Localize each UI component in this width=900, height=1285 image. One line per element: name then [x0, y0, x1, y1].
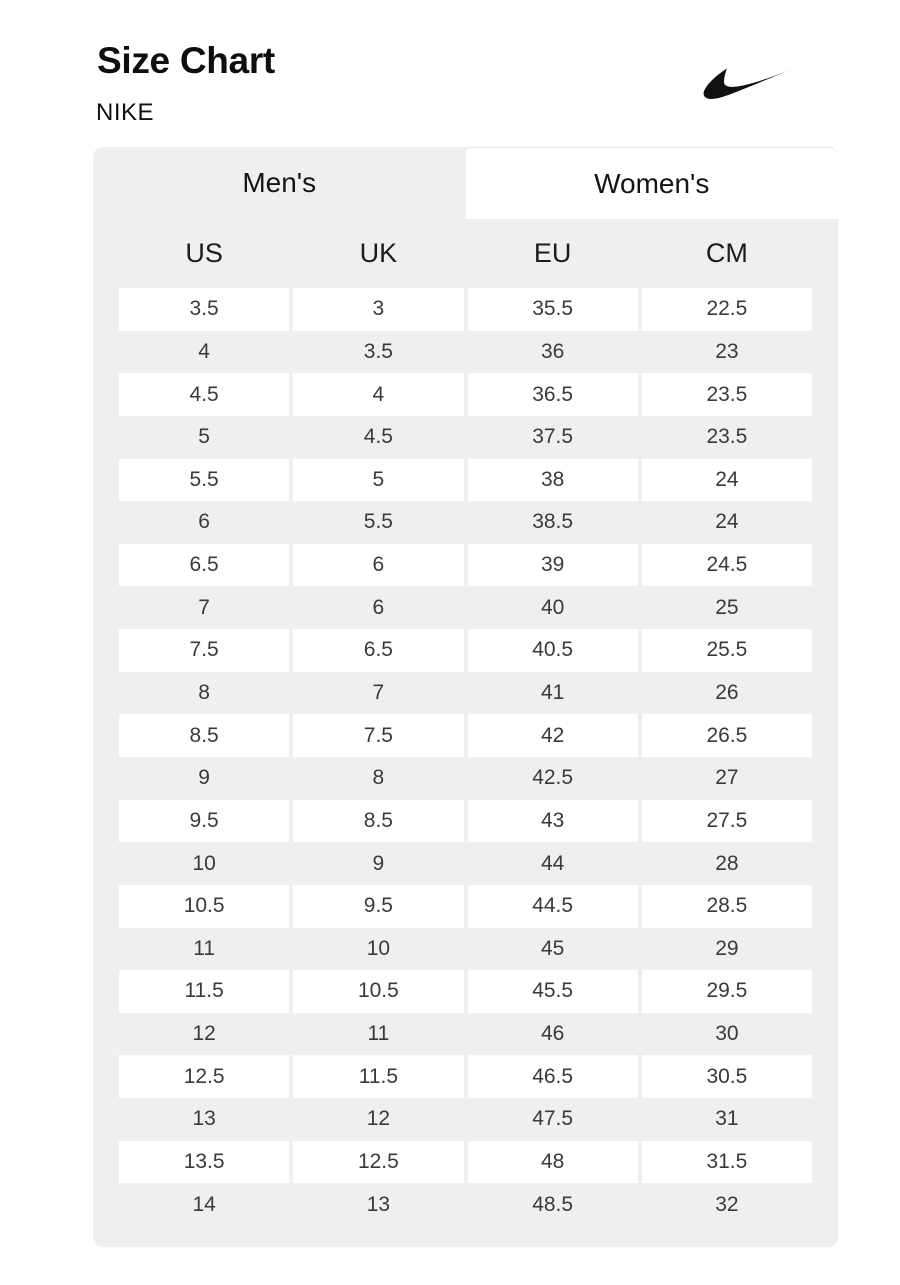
- size-table-body: [93, 288, 838, 1226]
- table-row: [93, 416, 838, 459]
- size-cell: 23.5: [706, 425, 748, 449]
- size-cell: 13.5: [119, 1141, 289, 1184]
- table-header-row: [93, 219, 838, 288]
- table-row: [93, 1098, 838, 1141]
- size-cell: 25.5: [642, 629, 812, 672]
- size-cell: 12.5: [119, 1055, 289, 1098]
- size-cell: 6: [198, 510, 210, 534]
- size-cell: 42: [468, 714, 638, 757]
- size-cell: 13: [366, 1192, 391, 1216]
- size-cell: 6: [293, 544, 463, 587]
- size-cell: 38: [468, 459, 638, 502]
- size-cell: 30.5: [642, 1055, 812, 1098]
- size-cell: 26: [715, 681, 739, 705]
- gender-tabs: [93, 147, 838, 219]
- size-cell: 10.5: [293, 970, 463, 1013]
- size-cell: 5.5: [119, 459, 289, 502]
- column-header-us: US: [185, 238, 223, 268]
- size-cell: 28.5: [642, 885, 812, 928]
- tab-mens-label: Men's: [242, 167, 317, 198]
- size-cell: 5.5: [363, 510, 393, 534]
- size-cell: 8.5: [293, 800, 463, 843]
- size-cell: 35.5: [468, 288, 638, 331]
- table-row: [93, 1183, 838, 1226]
- size-cell: 22.5: [642, 288, 812, 331]
- table-row: [93, 970, 838, 1013]
- size-cell: 6.5: [119, 544, 289, 587]
- size-cell: 4.5: [119, 373, 289, 416]
- table-row: [93, 331, 838, 374]
- table-row: [93, 373, 838, 416]
- size-cell: 12: [366, 1107, 391, 1131]
- size-cell: 10: [192, 851, 216, 875]
- size-cell: 12.5: [293, 1141, 463, 1184]
- size-cell: 43: [468, 800, 638, 843]
- table-row: [93, 544, 838, 587]
- size-cell: 24.5: [642, 544, 812, 587]
- tab-womens-label: Women's: [594, 167, 710, 199]
- size-cell: 44.5: [468, 885, 638, 928]
- size-cell: 36.5: [468, 373, 638, 416]
- size-cell: 5: [198, 425, 210, 449]
- nike-swoosh-icon: [699, 66, 799, 102]
- size-cell: 27: [715, 766, 739, 790]
- size-cell: 32: [715, 1192, 739, 1216]
- size-cell: 39: [468, 544, 638, 587]
- size-cell: 11: [367, 1022, 390, 1046]
- size-chart-panel: [93, 147, 838, 1247]
- size-cell: 40: [540, 595, 565, 619]
- table-row: [93, 714, 838, 757]
- size-cell: 45: [540, 936, 565, 960]
- size-cell: 9: [198, 766, 210, 790]
- size-cell: 41: [540, 681, 565, 705]
- size-cell: 7: [198, 595, 210, 619]
- size-cell: 9.5: [293, 885, 463, 928]
- size-cell: 46.5: [468, 1055, 638, 1098]
- table-row: [93, 757, 838, 800]
- table-row: [93, 459, 838, 502]
- size-cell: 36: [540, 339, 565, 363]
- size-cell: 6.5: [293, 629, 463, 672]
- table-row: [93, 885, 838, 928]
- size-cell: 24: [642, 459, 812, 502]
- size-cell: 47.5: [532, 1107, 574, 1131]
- size-cell: 31.5: [642, 1141, 812, 1184]
- size-cell: 3.5: [363, 339, 393, 363]
- brand-name: NIKE: [96, 99, 155, 126]
- size-cell: 10: [366, 936, 391, 960]
- size-cell: 23.5: [642, 373, 812, 416]
- size-cell: 42.5: [532, 766, 574, 790]
- size-cell: 13: [192, 1107, 216, 1131]
- table-row: [93, 629, 838, 672]
- size-cell: 8: [372, 766, 385, 790]
- size-cell: 25: [715, 595, 739, 619]
- size-cell: 31: [715, 1107, 739, 1131]
- size-cell: 7.5: [119, 629, 289, 672]
- size-cell: 29.5: [642, 970, 812, 1013]
- size-cell: 11.5: [293, 1055, 463, 1098]
- size-cell: 4: [198, 339, 210, 363]
- tab-womens[interactable]: [466, 147, 839, 219]
- size-cell: 9: [372, 851, 385, 875]
- size-cell: 45.5: [468, 970, 638, 1013]
- column-header-cm: CM: [705, 238, 748, 268]
- size-cell: 3.5: [119, 288, 289, 331]
- size-cell: 5: [293, 459, 463, 502]
- size-cell: 8.5: [119, 714, 289, 757]
- table-row: [93, 672, 838, 715]
- size-cell: 10.5: [119, 885, 289, 928]
- size-cell: 6: [372, 595, 385, 619]
- table-row: [93, 842, 838, 885]
- table-row: [93, 928, 838, 971]
- table-row: [93, 1013, 838, 1056]
- size-cell: 9.5: [119, 800, 289, 843]
- size-cell: 37.5: [532, 425, 574, 449]
- size-cell: 48: [468, 1141, 638, 1184]
- size-cell: 4: [293, 373, 463, 416]
- size-cell: 7.5: [293, 714, 463, 757]
- table-row: [93, 501, 838, 544]
- size-cell: 7: [372, 681, 385, 705]
- size-cell: 28: [715, 851, 739, 875]
- tab-mens[interactable]: [93, 147, 466, 219]
- size-cell: 26.5: [642, 714, 812, 757]
- size-cell: 8: [198, 681, 210, 705]
- column-header-uk: UK: [359, 238, 398, 268]
- size-cell: 46: [540, 1022, 565, 1046]
- table-row: [93, 1141, 838, 1184]
- size-cell: 29: [715, 936, 739, 960]
- size-cell: 11: [193, 936, 216, 960]
- size-cell: 11.5: [119, 970, 289, 1013]
- table-row: [93, 800, 838, 843]
- size-cell: 23: [715, 339, 739, 363]
- size-cell: 48.5: [532, 1192, 574, 1216]
- size-cell: 3: [293, 288, 463, 331]
- size-cell: 40.5: [468, 629, 638, 672]
- size-cell: 24: [715, 510, 739, 534]
- table-row: [93, 1055, 838, 1098]
- column-header-eu: EU: [533, 238, 572, 268]
- size-cell: 27.5: [642, 800, 812, 843]
- size-cell: 44: [540, 851, 565, 875]
- page-title: Size Chart: [97, 40, 275, 81]
- size-cell: 12: [192, 1022, 216, 1046]
- table-row: [93, 288, 838, 331]
- table-row: [93, 586, 838, 629]
- size-cell: 4.5: [363, 425, 393, 449]
- size-cell: 30: [715, 1022, 739, 1046]
- size-cell: 38.5: [532, 510, 574, 534]
- size-cell: 14: [192, 1192, 216, 1216]
